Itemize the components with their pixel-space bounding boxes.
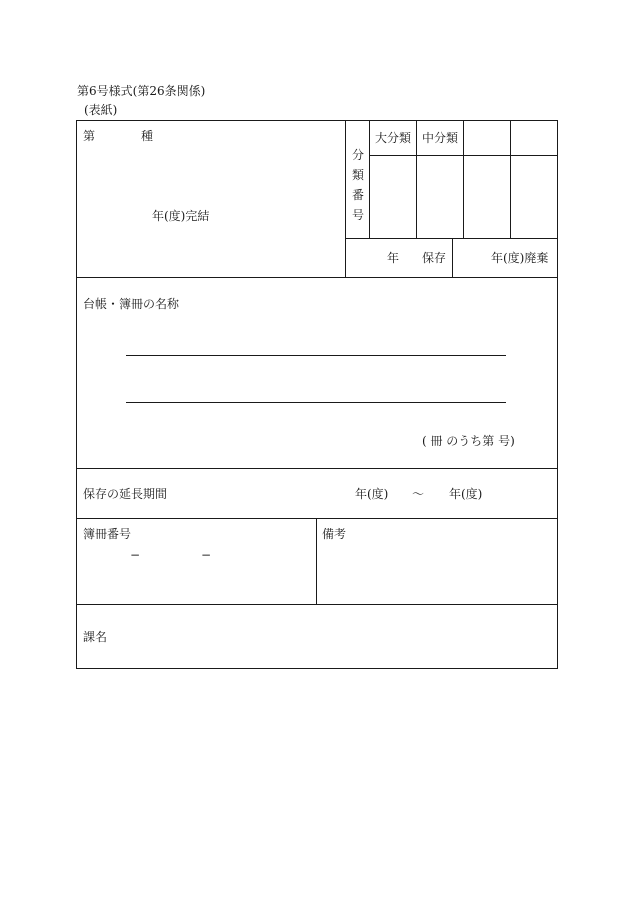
extension-tilde: 〜 xyxy=(412,487,425,501)
chu-bunrui-header: 中分類 xyxy=(422,131,459,145)
divider-book-remarks xyxy=(316,518,317,605)
divider-class-col1 xyxy=(416,120,417,238)
remarks-label: 備考 xyxy=(322,527,347,541)
ledger-name-label: 台帳・簿冊の名称 xyxy=(83,297,180,311)
extension-from: 年(度) xyxy=(355,487,389,501)
frame-right xyxy=(557,120,558,669)
divider-top-section xyxy=(76,277,558,278)
divider-class-col2 xyxy=(463,120,464,238)
ledger-line-1 xyxy=(126,355,506,356)
shu-label: 種 xyxy=(141,129,154,143)
retention-year: 年 xyxy=(387,251,400,265)
bunrui-char-1: 分 xyxy=(351,148,364,162)
divider-classification xyxy=(345,120,346,278)
extension-to: 年(度) xyxy=(449,487,483,501)
ledger-line-2 xyxy=(126,402,506,403)
dai-label: 第 xyxy=(83,129,96,143)
form-title: 第6号様式(第26条関係) xyxy=(77,84,206,98)
cover-label: (表紙) xyxy=(84,103,118,117)
frame-top xyxy=(76,120,558,121)
frame-left xyxy=(76,120,77,669)
retention-label: 保存 xyxy=(422,251,447,265)
divider-ledger xyxy=(76,468,558,469)
bunrui-char-4: 号 xyxy=(351,208,364,222)
book-number-dash-1: − xyxy=(130,548,141,562)
dai-bunrui-header: 大分類 xyxy=(375,131,412,145)
divider-extension xyxy=(76,518,558,519)
divider-book xyxy=(76,604,558,605)
completion-label: 年(度)完結 xyxy=(152,209,210,223)
bunrui-char-2: 類 xyxy=(351,168,364,182)
book-number-label: 簿冊番号 xyxy=(83,527,132,541)
divider-bunrui-label xyxy=(369,120,370,238)
divider-retention-col xyxy=(452,238,453,278)
bunrui-char-3: 番 xyxy=(351,188,364,202)
frame-bottom xyxy=(76,668,558,669)
divider-class-col3 xyxy=(510,120,511,238)
volume-count: ( 冊 のうち第 号) xyxy=(422,434,515,448)
disposal-label: 年(度)廃棄 xyxy=(491,251,549,265)
section-name-label: 課名 xyxy=(83,630,108,644)
book-number-dash-2: − xyxy=(201,548,212,562)
extension-label: 保存の延長期間 xyxy=(83,487,168,501)
